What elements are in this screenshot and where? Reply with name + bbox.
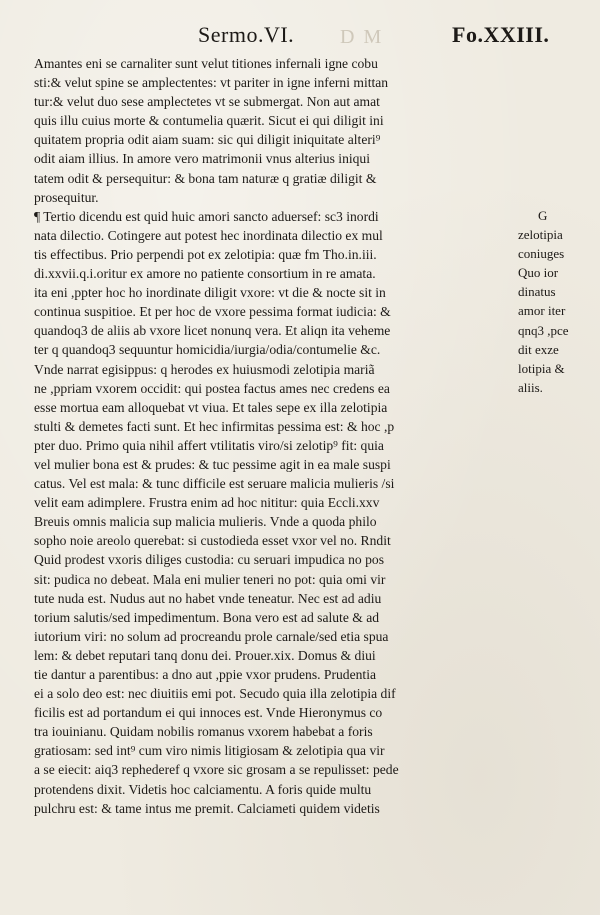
text-line: torium salutis/sed impedimentum. Bona vero est ad salute & ad	[34, 609, 380, 625]
text-line: a se eiecit: aiq3 rephederef q vxore sic grosam a se repulisset: pede	[34, 762, 399, 778]
text-line: tis effectibus. Prio perpendi pot ex zelotipia: quæ fm Tho.in.iii.	[34, 246, 377, 262]
text-line: sti:& velut spine se amplectentes: vt pariter in igne inferni mittan	[34, 75, 389, 91]
margin-note: lotipia &	[518, 360, 565, 376]
text-line: ei a solo deo est: nec diuitiis emi pot. Secudo quia illa zelotipia dif	[34, 686, 396, 702]
text-line: Vnde narrat egisippus: q herodes ex huiusmodi zelotipia mariã	[34, 361, 375, 377]
text-line: ita eni ,ppter hoc ho inordinate diligit vxore: vt die & nocte sit in	[34, 285, 386, 301]
text-line: ficilis est ad portandum ei qui innoces est. Vnde Hieronymus co	[34, 705, 383, 721]
text-line: gratiosam: sed int⁹ cum viro nimis litigiosam & zelotipia qua vir	[34, 743, 385, 759]
margin-note: amor iter	[518, 303, 566, 319]
text-line: ter q quandoq3 sequuntur homicidia/iurgia/odia/contumelie &c.	[34, 342, 381, 358]
text-line: di.xxvii.q.i.oritur ex amore no patiente consortium in re amata.	[34, 266, 376, 282]
text-line: tute nuda est. Nudus aut no habet vnde teneatur. Nec est ad adiu	[34, 590, 382, 606]
bleed-through-text: D M	[340, 26, 384, 48]
margin-note: aliis.	[518, 379, 543, 395]
text-line: vel mulier bona est & prudes: & tuc pessime agit in ea male suspi	[34, 456, 391, 472]
text-line: velit eam adimplere. Frustra enim ad hoc nititur: quia Eccli.xxv	[34, 495, 380, 511]
text-line: iutorium viri: no solum ad procreandu prole carnale/sed etia spua	[34, 628, 389, 644]
text-line: sit: pudica no debeat. Mala eni mulier teneri no pot: quia omi vir	[34, 571, 386, 587]
margin-note: Quo ior	[518, 265, 559, 281]
text-line: Quid prodest vxoris diliges custodia: cu seruari impudica no pos	[34, 552, 384, 568]
text-line: catus. Vel est mala: & tunc difficile est seruare malicia mulieris /si	[34, 476, 395, 492]
text-line: lem: & debet reputari tanq donu dei. Prouer.xix. Domus & diui	[34, 647, 376, 663]
text-line: protendens dixit. Videtis hoc calciamentu. A foris quide multu	[34, 781, 372, 797]
text-line: tatem odit & persequitur: & bona tam naturæ q gratiæ diligit &	[34, 170, 377, 186]
text-line: ne ,ppriam vxorem occidit: qui postea factus ames nec credens ea	[34, 380, 390, 396]
margin-note: dit exze	[518, 341, 559, 357]
running-title: Sermo.VI.	[198, 22, 295, 47]
text-line: ¶ Tertio dicendu est quid huic amori sancto aduersef: sc3 inordi	[34, 208, 379, 224]
text-line: Breuis omnis malicia sup malicia mulieris. Vnde a quoda philo	[34, 514, 377, 530]
text-line: stulti & demetes facti sunt. Et hec infirmitas pessima est: & hoc ,p	[34, 418, 395, 434]
text-line: tie dantur a parentibus: a dno aut ,ppie vxor prudens. Prudentia	[34, 667, 377, 682]
text-line: Amantes eni se carnaliter sunt velut titiones infernali igne cobu	[34, 56, 378, 71]
margin-note: dinatus	[518, 284, 556, 300]
text-line: prosequitur.	[34, 189, 99, 205]
text-line: pulchru est: & tame intus me premit. Calciameti quidem videtis	[34, 800, 380, 816]
text-line: quis illu cuius morte & contumelia quærit. Sicut ei qui diligit ini	[34, 113, 384, 129]
text-line: continua suspitioe. Et per hoc de vxore pessima format iudicia: &	[34, 304, 391, 320]
margin-note: zelotipia	[518, 227, 563, 243]
margin-note: G	[538, 208, 548, 223]
text-line: sopho noie areolo querebat: si custodieda esset vxor vel no. Rndit	[34, 533, 391, 549]
text-line: nata dilectio. Cotingere aut potest hec inordinata dilectio ex mul	[34, 227, 383, 243]
text-line: odit aiam illius. In amore vero matrimonii vnus alterius iniqui	[34, 151, 371, 167]
text-line: quandoq3 de aliis ab vxore licet nonunq vera. Et aliqn ita veheme	[34, 323, 391, 339]
text-line: quitatem propria odit aiam suam: sic qui diligit iniquitate alteri⁹	[34, 132, 381, 148]
main-text-block	[34, 54, 516, 818]
margin-notes	[518, 206, 594, 397]
page-header	[0, 22, 600, 52]
folio-number: Fo.XXIII.	[452, 22, 550, 47]
text-line: tur:& velut duo sese amplectetes vt se submergat. Non aut amat	[34, 94, 380, 110]
text-line: pter duo. Primo quia nihil affert vtilitatis viro/si zelotip⁹ fit: quia	[34, 437, 384, 453]
margin-note: qnq3 ,pce	[518, 322, 569, 338]
margin-note: coniuges	[518, 246, 565, 262]
text-line: tra iouinianu. Quidam nobilis romanus vxorem habebat a foris	[34, 724, 373, 740]
text-line: esse mortua eam alloquebat vt viua. Et tales sepe ex illa zelotipia	[34, 399, 388, 415]
